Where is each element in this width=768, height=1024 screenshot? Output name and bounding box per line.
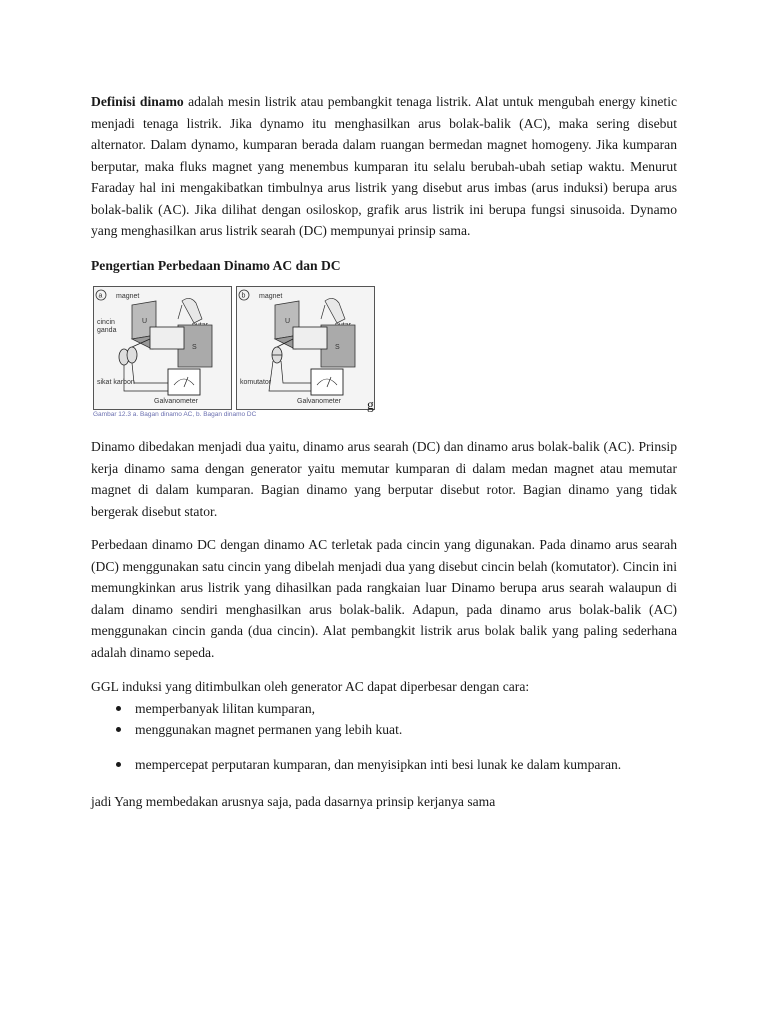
figure-panel-dc — [236, 286, 375, 410]
paragraph-types: Dinamo dibedakan menjadi dua yaitu, dinamo arus searah (DC) dan dinamo arus bolak-balik (AC). Prinsip kerja dinamo sama dengan generator yaitu memutar kumparan di dalam medan magnet atau memutar magnet di dalam kumparan. Bagian dinamo yang berputar disebut rotor. Bagian dinamo yang tidak bergerak disebut stator. — [91, 439, 677, 519]
intro-text: adalah mesin listrik atau pembangkit tenaga listrik. Alat untuk mengubah energy kinetic menjadi tenaga listrik. Jika dynamo itu menghasilkan arus bolak-balik (AC), maka sering disebut alternator. Dalam dynamo, kumparan berada dalam ruangan bermedan magnet homogeny. Jika kumparan berputar, maka fluks magnet yang menembus kumparan itu selalu berubah-ubah setiap waktu. Menurut Faraday hal ini mengakibatkan timbulnya arus listrik yang disebut arus imbas (arus induksi) berupa arus bolak-balik (AC). Jika dilihat dengan osiloskop, grafik arus listrik ini berupa fungsi sinusoida. Dynamo yang menghasilkan arus listrik searah (DC) mempunyai prinsip sama. — [91, 94, 677, 238]
svg-text:magnet: magnet — [259, 293, 283, 300]
svg-text:S: S — [192, 344, 197, 351]
conclusion: jadi Yang membedakan arusnya saja, pada dasarnya prinsip kerjanya sama — [91, 794, 496, 809]
intro-paragraph — [91, 91, 677, 242]
dynamo-figure — [91, 286, 677, 424]
dc-dynamo-diagram — [237, 287, 374, 409]
list-item: memperbanyak lilitan kumparan, — [91, 698, 677, 720]
svg-text:b: b — [241, 292, 246, 300]
svg-text:cincin: cincin — [97, 319, 115, 326]
list-item: mempercepat perputaran kumparan, dan menyisipkan inti besi lunak ke dalam kumparan. — [91, 754, 677, 776]
svg-text:magnet: magnet — [116, 293, 140, 300]
svg-text:Galvanometer: Galvanometer — [154, 398, 198, 405]
figure-caption: Gambar 12.3 a. Bagan dinamo AC, b. Bagan dinamo DC — [93, 411, 257, 418]
document-page — [91, 91, 677, 813]
paragraph-difference: Perbedaan dinamo DC dengan dinamo AC terletak pada cincin yang digunakan. Pada dinamo arus searah (DC) menggunakan satu cincin yang dibelah menjadi dua yang disebut cincin belah (komutator). Cincin ini memungkinkan arus listrik yang dihasilkan pada rangkaian luar Dinamo berupa arus searah walaupun di dalam dinamo sendiri menghasilkan arus bolak-balik. Adapun, pada dinamo arus bolak-balik (AC) menggunakan cincin ganda (dua cincin). Alat pembangkit listrik arus bolak balik yang paling sederhana adalah dinamo sepeda. — [91, 537, 677, 660]
list-item: menggunakan magnet permanen yang lebih kuat. — [91, 719, 677, 741]
ggl-list — [91, 698, 677, 776]
svg-text:U: U — [285, 318, 291, 325]
figure-panel-ac — [93, 286, 232, 410]
ggl-intro: GGL induksi yang ditimbulkan oleh generator AC dapat diperbesar dengan cara: — [91, 679, 530, 694]
svg-text:U: U — [142, 318, 148, 325]
svg-text:Galvanometer: Galvanometer — [297, 398, 341, 405]
svg-text:S: S — [335, 344, 340, 351]
figure-trailing-text: g — [367, 397, 374, 412]
svg-text:a: a — [98, 292, 103, 300]
ac-dynamo-diagram — [94, 287, 231, 409]
svg-text:sikat karbon: sikat karbon — [97, 379, 135, 386]
svg-text:ganda: ganda — [97, 327, 117, 334]
intro-term: Definisi dinamo — [91, 94, 184, 109]
svg-text:komutator: komutator — [240, 379, 272, 386]
section-heading: Pengertian Perbedaan Dinamo AC dan DC — [91, 257, 341, 273]
